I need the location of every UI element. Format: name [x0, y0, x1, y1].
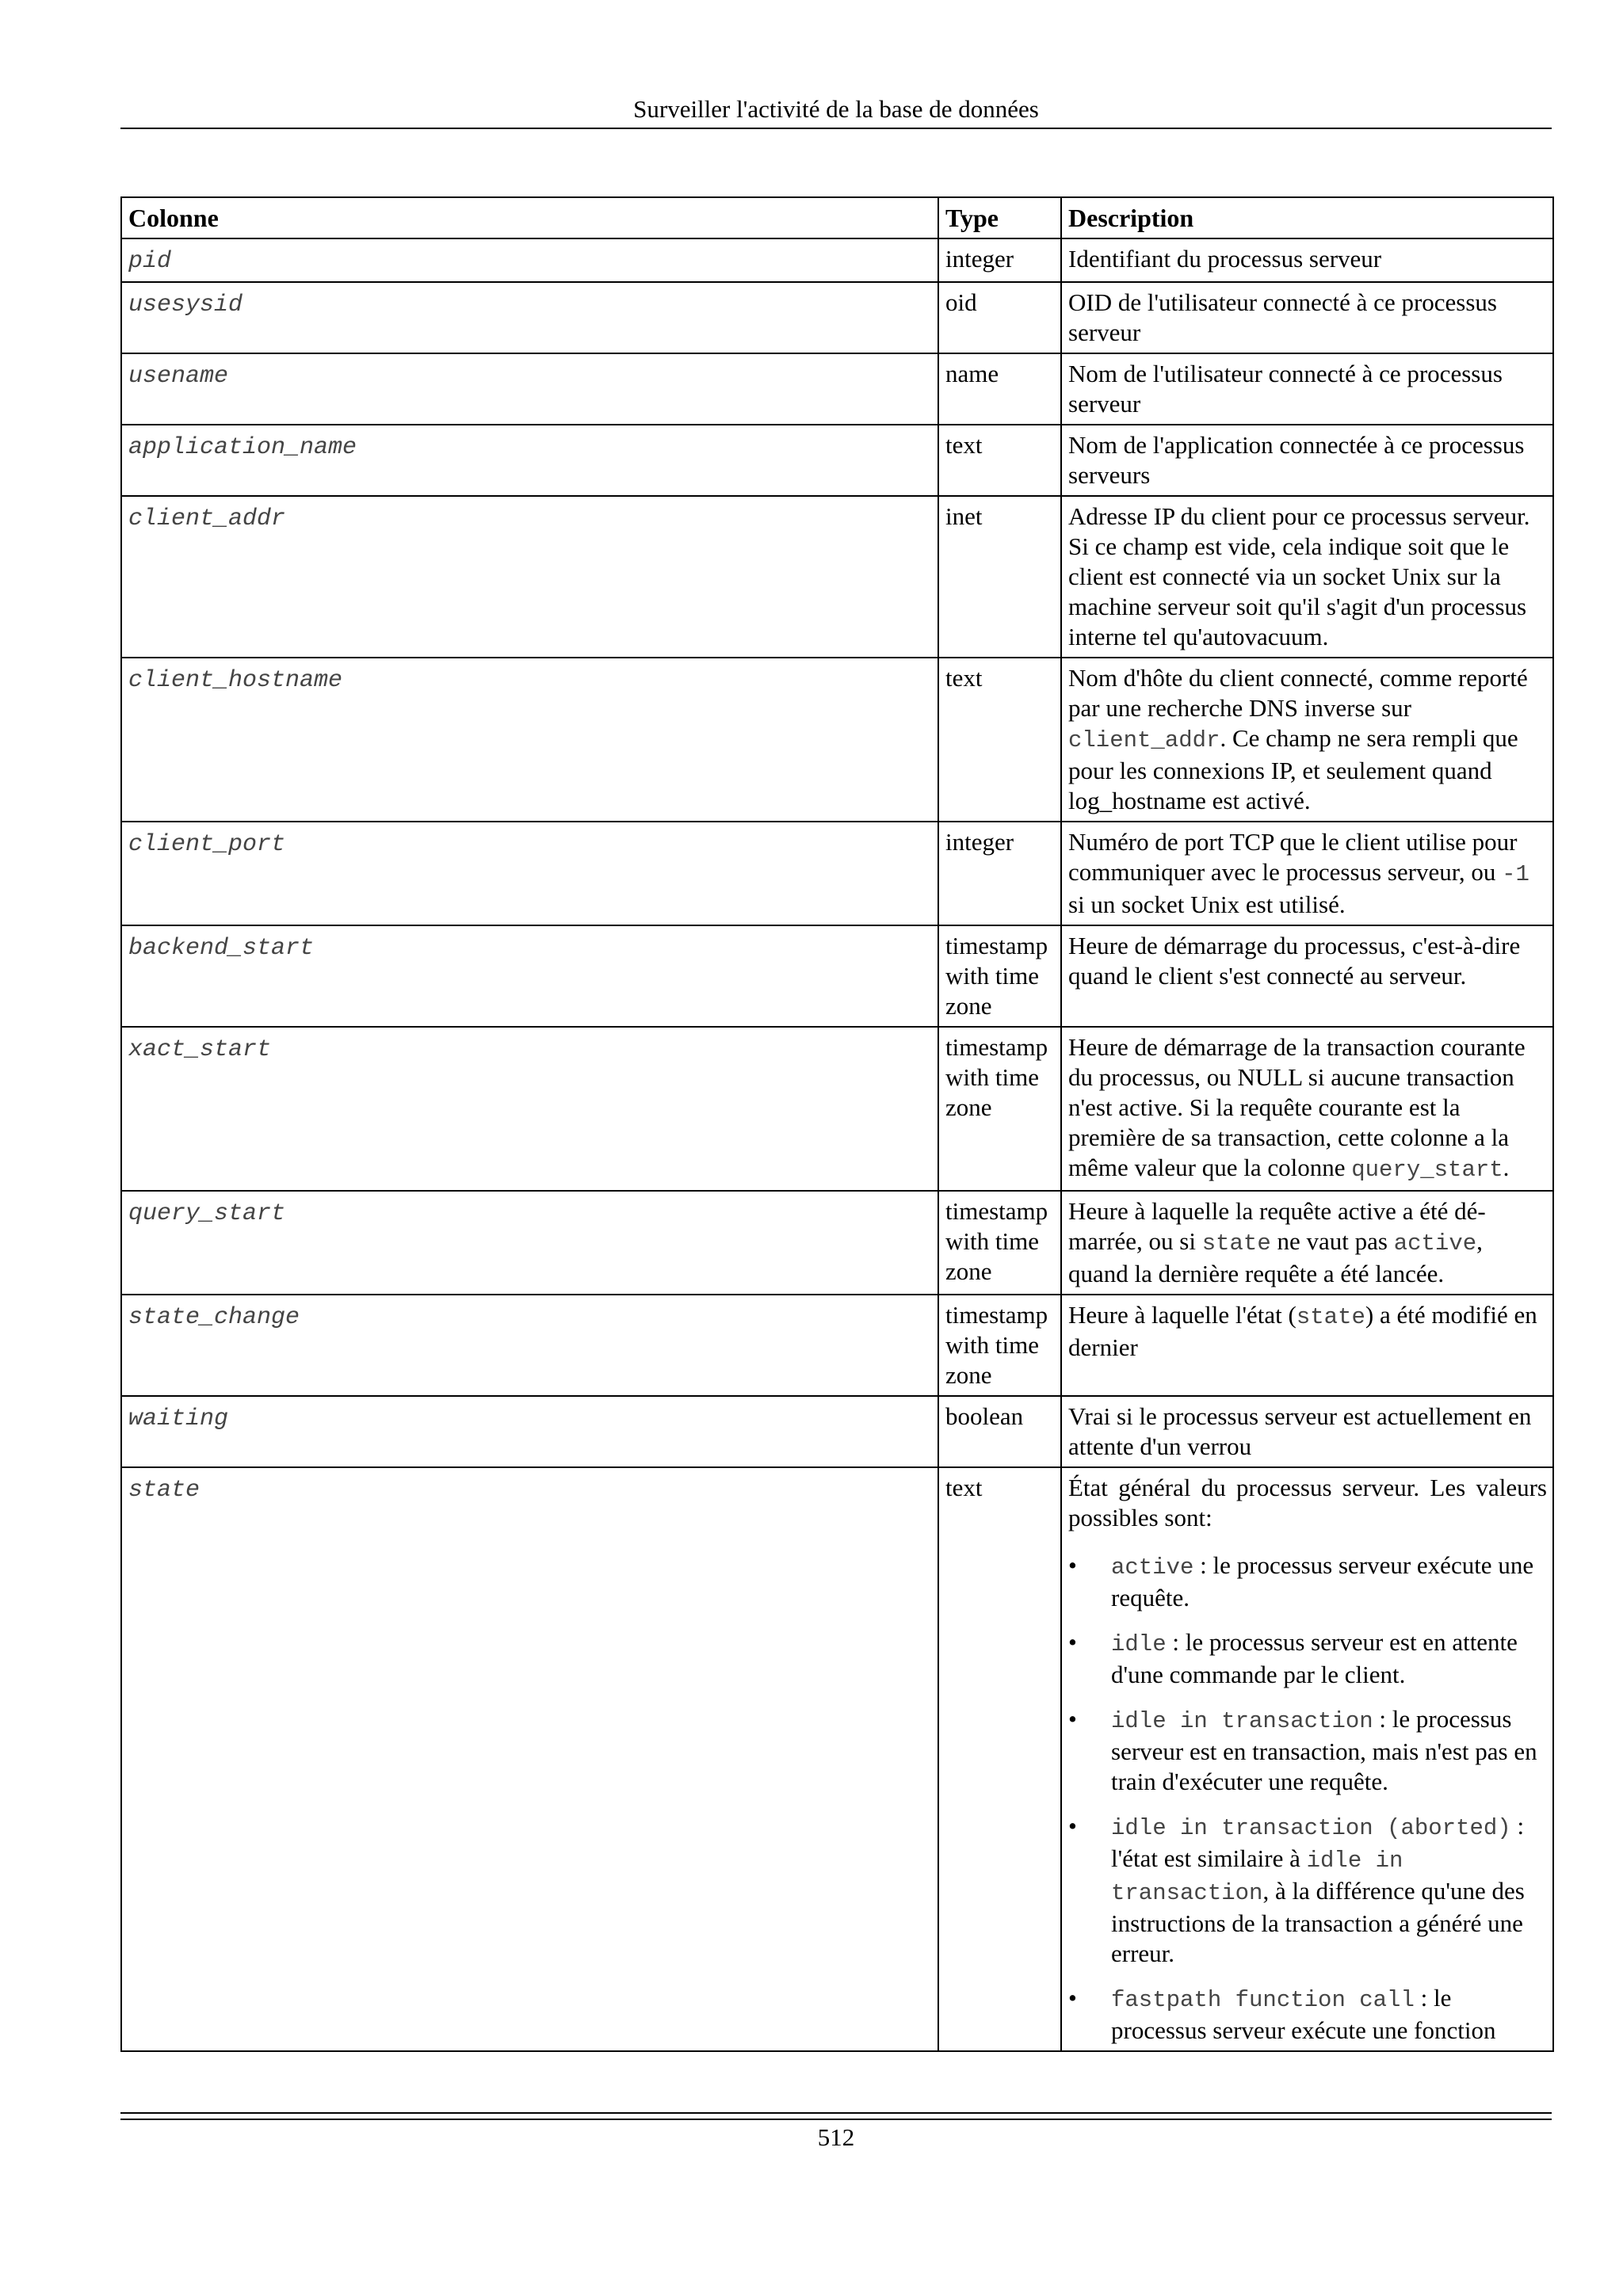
bullet-icon: • [1068, 1551, 1077, 1579]
header-type: Type [938, 197, 1061, 238]
column-type: inet [938, 496, 1061, 658]
inline-code: idle [1111, 1631, 1167, 1657]
table-row [121, 1191, 1553, 1295]
column-description: Nom d'hôte du client connecté, comme reporté par une recherche DNS inverse sur client_addr. Ce champ ne sera rempli que pour les connexions IP, et seulement quand log_hostname est activé. [1061, 658, 1553, 822]
column-type: text [938, 658, 1061, 822]
list-item: • idle in transaction (aborted) : l'état est similaire à idle in transaction, à la différence qu'une des instructions de la transaction a généré une erreur. [1068, 1812, 1525, 1967]
column-type: boolean [938, 1396, 1061, 1467]
columns-table [120, 196, 1554, 2052]
bullet-icon: • [1068, 1705, 1077, 1733]
footer-rule [120, 2119, 1552, 2120]
table-row [121, 925, 1553, 1027]
column-description: Heure à laquelle la requête active a été démarrée, ou si state ne vaut pas active, quand la dernière requête a été lancée. [1061, 1191, 1553, 1295]
column-type: text [938, 425, 1061, 496]
inline-code: idle in transaction [1111, 1708, 1373, 1734]
column-description: Nom de l'application connectée à ce processus serveurs [1061, 425, 1553, 496]
running-header: Surveiller l'activité de la base de données [633, 95, 1039, 123]
table-header-row [121, 197, 1553, 238]
state-values-list [1068, 1550, 1547, 2046]
table-row [121, 1295, 1553, 1396]
column-description: Heure à laquelle l'état (state) a été modifié en dernier [1061, 1295, 1553, 1396]
column-type: timestamp with time zone [938, 1191, 1061, 1295]
column-type: integer [938, 822, 1061, 925]
inline-code: -1 [1502, 861, 1529, 887]
table-row [121, 1396, 1553, 1467]
column-description: OID de l'utilisateur connecté à ce processus serveur [1061, 282, 1553, 353]
inline-code: state [1201, 1230, 1271, 1257]
table-row [121, 282, 1553, 353]
column-name: application_name [128, 434, 357, 461]
column-type: timestamp with time zone [938, 925, 1061, 1027]
bullet-icon: • [1068, 1628, 1077, 1656]
inline-code: fastpath function call [1111, 1987, 1415, 2013]
column-name: state [128, 1477, 200, 1504]
table-row [121, 1467, 1553, 2051]
column-type: name [938, 353, 1061, 425]
list-item: • idle : le processus serveur est en attente d'une commande par le client. [1068, 1628, 1518, 1688]
column-name: client_hostname [128, 667, 343, 694]
column-description: Numéro de port TCP que le client utilise pour communiquer avec le processus serveur, ou -1 si un socket Unix est utilisé. [1061, 822, 1553, 925]
table-row [121, 658, 1553, 822]
table-row [121, 496, 1553, 658]
table-row [121, 238, 1553, 282]
column-name: waiting [128, 1405, 229, 1432]
inline-code: query_start [1351, 1157, 1503, 1183]
column-name: usename [128, 363, 229, 390]
inline-code: active [1393, 1230, 1477, 1257]
inline-code: active [1111, 1554, 1194, 1581]
column-name: xact_start [128, 1036, 272, 1063]
page-number: 512 [817, 2123, 855, 2151]
list-item: • idle in transaction : le processus serveur est en transaction, mais n'est pas en train d'exécuter une requête. [1068, 1705, 1537, 1795]
header-colonne: Colonne [121, 197, 938, 238]
column-description: Nom de l'utilisateur connecté à ce processus serveur [1061, 353, 1553, 425]
bullet-icon: • [1068, 1984, 1077, 2012]
column-description: Identifiant du processus serveur [1061, 238, 1553, 282]
list-item: • fastpath function call : le processus serveur exécute une fonction [1068, 1984, 1496, 2044]
column-name: usesysid [128, 292, 243, 318]
bullet-icon: • [1068, 1812, 1077, 1840]
column-name: client_port [128, 831, 286, 858]
column-description: État général du processus serveur. Les valeurs possibles sont: • active : le processus serveur exécute une requête. • idle : le processus serveur est en attente d'une commande par le client. • idle in transaction : le processus serveur est en transaction, mais n'est pas en train d'exécuter une requête. • idle in transaction (aborted) : l'état est similaire à idle in transaction, à la différence qu'une des instructions de la transaction a généré une erreur. • fastpath function call : le processus serveur exécute une fonction [1061, 1467, 1553, 2051]
column-name: state_change [128, 1304, 300, 1331]
column-type: oid [938, 282, 1061, 353]
column-type: timestamp with time zone [938, 1295, 1061, 1396]
column-description: Heure de démarrage de la transaction courante du processus, ou NULL si aucune transaction n'est active. Si la requête courante est la première de sa transaction, cette colonne a la même valeur que la colonne query_start. [1061, 1027, 1553, 1191]
column-name: client_addr [128, 505, 286, 532]
table-row [121, 353, 1553, 425]
column-type: integer [938, 238, 1061, 282]
inline-code: idle in transaction (aborted) [1111, 1815, 1511, 1841]
table-row [121, 1027, 1553, 1191]
column-name: query_start [128, 1200, 286, 1227]
inline-code: idle in transaction [1111, 1848, 1403, 1906]
list-item: • active : le processus serveur exécute une requête. [1068, 1551, 1534, 1611]
column-description: Adresse IP du client pour ce processus serveur. Si ce champ est vide, cela indique soit que le client est connecté via un socket Unix sur la machine serveur soit qu'il s'agit d'un processus interne tel qu'autovacuum. [1061, 496, 1553, 658]
column-description: Heure de démarrage du processus, c'est-à-dire quand le client s'est connecté au serveur. [1061, 925, 1553, 1027]
column-description: Vrai si le processus serveur est actuellement en attente d'un verrou [1061, 1396, 1553, 1467]
column-type: timestamp with time zone [938, 1027, 1061, 1191]
column-name: backend_start [128, 935, 315, 962]
table-row [121, 822, 1553, 925]
table-row [121, 425, 1553, 496]
inline-code: state [1296, 1304, 1365, 1330]
inline-code: client_addr [1068, 727, 1220, 753]
header-rule [120, 128, 1552, 129]
header-description: Description [1061, 197, 1553, 238]
column-type: text [938, 1467, 1061, 2051]
footer-rule [120, 2112, 1552, 2114]
column-name: pid [128, 248, 172, 275]
